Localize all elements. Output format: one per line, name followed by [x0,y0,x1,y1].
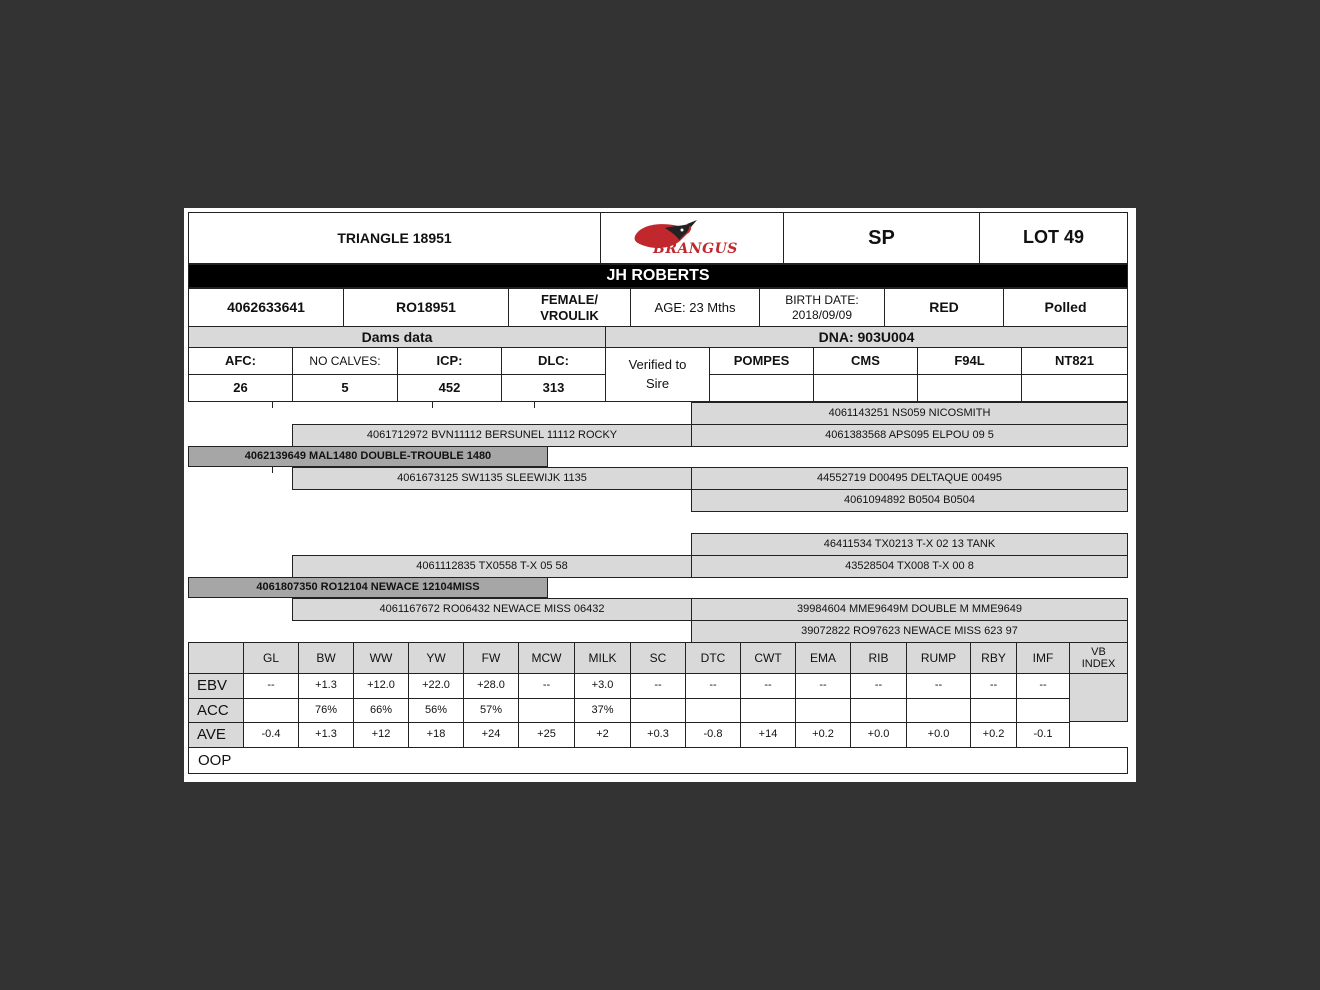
vb-index-header [1069,642,1128,674]
category-code: SP [783,212,980,264]
lot-card [184,208,1136,782]
ebv-header-imf: IMF [1016,642,1070,674]
age: AGE: 23 Mths [630,288,760,327]
vb-index-value [1069,673,1128,722]
birth-date-label: BIRTH DATE: [785,293,859,308]
ebv-header-ww: WW [353,642,409,674]
ebv-header-dtc: DTC [685,642,741,674]
ebv-cell-ave-dtc: -0.8 [685,722,741,748]
logo-text: BRANGUS [653,241,738,257]
dna-test-cms: CMS [813,347,918,375]
ebv-cell-ebv-dtc: -- [685,673,741,699]
birth-date [759,288,885,327]
dna-test-pompes: POMPES [709,347,814,375]
ebv-cell-ebv-milk: +3.0 [574,673,631,699]
horn-status: Polled [1003,288,1128,327]
afc-header: AFC: [188,347,293,375]
ebv-cell-ebv-imf: -- [1016,673,1070,699]
ebv-cell-ave-bw: +1.3 [298,722,354,748]
ebv-cell-acc-mcw [518,698,575,723]
ebv-row-label-acc: ACC [188,698,244,723]
ebv-header-sc: SC [630,642,686,674]
dna-test-f94l: F94L [917,347,1022,375]
ebv-cell-acc-sc [630,698,686,723]
ebv-cell-acc-ww: 66% [353,698,409,723]
pedigree-dam-dam: 4061167672 RO06432 NEWACE MISS 06432 [292,598,692,621]
ebv-cell-ebv-rby: -- [970,673,1017,699]
pedigree-sire-dam: 4061673125 SW1135 SLEEWIJK 1135 [292,467,692,490]
ebv-cell-acc-cwt [740,698,796,723]
registration-number: 4062633641 [188,288,344,327]
icp-header: ICP: [397,347,502,375]
vb-label-line2: INDEX [1081,658,1116,670]
ebv-header-bw: BW [298,642,354,674]
ebv-cell-ebv-cwt: -- [740,673,796,699]
ebv-cell-acc-rby [970,698,1017,723]
sex-line1: FEMALE/ [540,291,599,307]
dlc-header: DLC: [501,347,606,375]
pedigree-sire-dam-dam: 4061094892 B0504 B0504 [691,489,1128,512]
ebv-header-yw: YW [408,642,464,674]
ebv-cell-ave-rib: +0.0 [850,722,907,748]
ebv-cell-acc-ema [795,698,851,723]
dna-result-nt821 [1021,374,1128,402]
ebv-cell-acc-rib [850,698,907,723]
dlc-value: 313 [501,374,606,402]
ebv-cell-ave-rby: +0.2 [970,722,1017,748]
dna-test-nt821: NT821 [1021,347,1128,375]
pedigree-dam-sire-sire: 46411534 TX0213 T-X 02 13 TANK [691,533,1128,556]
ebv-cell-ebv-sc: -- [630,673,686,699]
ebv-cell-acc-yw: 56% [408,698,464,723]
afc-value: 26 [188,374,293,402]
ebv-header-rib: RIB [850,642,907,674]
ebv-cell-ave-milk: +2 [574,722,631,748]
sex-line2: VROULIK [540,307,599,323]
ebv-row-label-ave: AVE [188,722,244,748]
ebv-header-rump: RUMP [906,642,971,674]
ebv-cell-ebv-yw: +22.0 [408,673,464,699]
ebv-cell-ave-fw: +24 [463,722,519,748]
ebv-cell-ebv-bw: +1.3 [298,673,354,699]
icp-value: 452 [397,374,502,402]
pedigree-sire-sire-sire: 4061143251 NS059 NICOSMITH [691,402,1128,425]
lot-number: LOT 49 [979,212,1128,264]
dna-result-f94l [917,374,1022,402]
no-calves-value: 5 [292,374,398,402]
pedigree-dam-sire: 4061112835 TX0558 T-X 05 58 [292,555,692,578]
ebv-cell-acc-imf [1016,698,1070,723]
pedigree-sire-sire-dam: 4061383568 APS095 ELPOU 09 5 [691,424,1128,447]
dna-result-pompes [709,374,814,402]
ebv-cell-ave-gl: -0.4 [243,722,299,748]
no-calves-header: NO CALVES: [292,347,398,375]
ebv-cell-ebv-ema: -- [795,673,851,699]
ebv-cell-ave-yw: +18 [408,722,464,748]
ebv-cell-acc-milk: 37% [574,698,631,723]
pedigree-sire: 4062139649 MAL1480 DOUBLE-TROUBLE 1480 [188,446,548,467]
ebv-cell-acc-gl [243,698,299,723]
ebv-cell-ebv-rib: -- [850,673,907,699]
pedigree-sire-dam-sire: 44552719 D00495 DELTAQUE 00495 [691,467,1128,490]
pedigree-tick [432,402,433,408]
pedigree-sire-sire: 4061712972 BVN11112 BERSUNEL 11112 ROCKY [292,424,692,447]
ebv-header-ema: EMA [795,642,851,674]
ebv-row-label-ebv: EBV [188,673,244,699]
pedigree-dam-dam-sire: 39984604 MME9649M DOUBLE M MME9649 [691,598,1128,621]
ebv-header-rby: RBY [970,642,1017,674]
verified-line1: Verified to [628,357,687,373]
ebv-cell-ave-sc: +0.3 [630,722,686,748]
coat-color: RED [884,288,1004,327]
pedigree-dam-dam-dam: 39072822 RO97623 NEWACE MISS 623 97 [691,620,1128,643]
ebv-header-cwt: CWT [740,642,796,674]
brangus-logo [600,212,784,264]
ebv-cell-ave-mcw: +25 [518,722,575,748]
dams-data-title: Dams data [188,326,606,348]
ebv-cell-ebv-gl: -- [243,673,299,699]
pedigree-dam-sire-dam: 43528504 TX008 T-X 00 8 [691,555,1128,578]
ebv-cell-ave-ww: +12 [353,722,409,748]
verified-line2: Sire [645,375,670,391]
animal-name: TRIANGLE 18951 [188,212,601,264]
sex [508,288,631,327]
ebv-header-corner [188,642,244,674]
pedigree-tick [272,467,273,473]
ebv-cell-acc-rump [906,698,971,723]
ebv-cell-acc-bw: 76% [298,698,354,723]
ebv-cell-ebv-rump: -- [906,673,971,699]
birth-date-value: 2018/09/09 [791,307,853,322]
ebv-cell-ebv-mcw: -- [518,673,575,699]
pedigree-dam: 4061807350 RO12104 NEWACE 12104MISS [188,577,548,598]
ebv-header-fw: FW [463,642,519,674]
pedigree-tick [272,402,273,408]
dna-title: DNA: 903U004 [605,326,1128,348]
dna-result-cms [813,374,918,402]
ebv-header-gl: GL [243,642,299,674]
ebv-cell-ebv-ww: +12.0 [353,673,409,699]
oop-row: OOP [188,747,1128,774]
ebv-cell-ave-imf: -0.1 [1016,722,1070,748]
breeder-name: JH ROBERTS [188,264,1128,288]
ebv-cell-ebv-fw: +28.0 [463,673,519,699]
ebv-cell-ave-cwt: +14 [740,722,796,748]
verified-to-sire [605,347,710,402]
ebv-cell-acc-fw: 57% [463,698,519,723]
ebv-cell-acc-dtc [685,698,741,723]
ebv-header-mcw: MCW [518,642,575,674]
ebv-header-milk: MILK [574,642,631,674]
ebv-cell-ave-rump: +0.0 [906,722,971,748]
animal-code: RO18951 [343,288,509,327]
ebv-cell-ave-ema: +0.2 [795,722,851,748]
pedigree-tick [534,402,535,408]
vb-label-line1: VB [1091,645,1106,658]
